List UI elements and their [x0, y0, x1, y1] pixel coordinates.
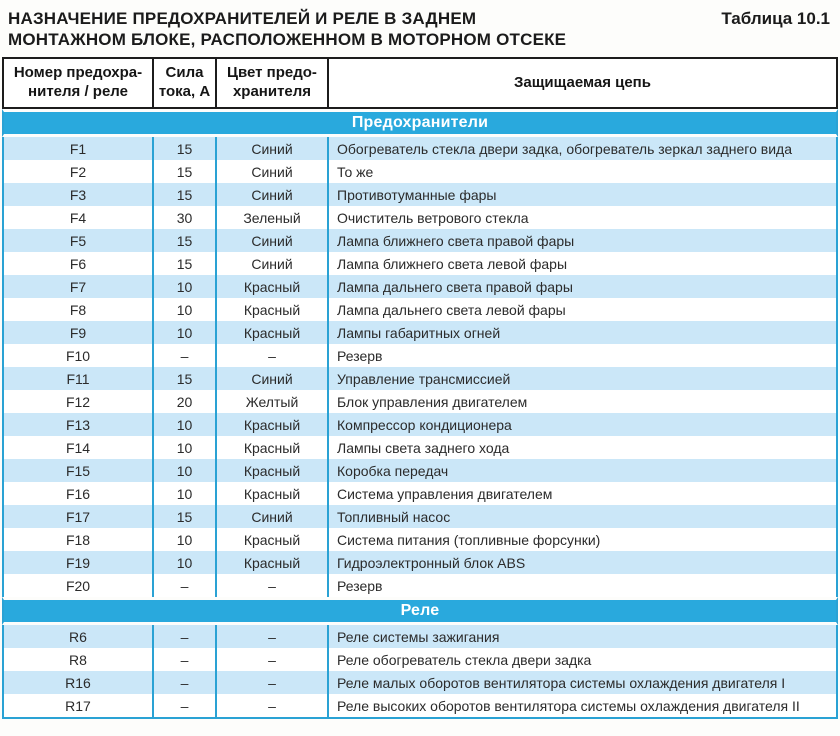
table-row [2, 625, 838, 648]
cell-amperage: 10 [152, 482, 215, 505]
cell-amperage: 10 [152, 551, 215, 574]
cell-fuse-number: F15 [2, 459, 152, 482]
cell-amperage: 15 [152, 137, 215, 160]
cell-amperage: – [152, 648, 215, 671]
column-header-fuse-number: Номер предохра- нителя / реле [2, 57, 152, 109]
cell-fuse-color: Красный [215, 275, 327, 298]
section-header-row [2, 597, 838, 625]
cell-fuse-color: Красный [215, 413, 327, 436]
table-row [2, 252, 838, 275]
cell-amperage: – [152, 671, 215, 694]
cell-fuse-color: – [215, 625, 327, 648]
cell-fuse-number: F18 [2, 528, 152, 551]
cell-fuse-number: F9 [2, 321, 152, 344]
cell-amperage: 30 [152, 206, 215, 229]
cell-amperage: – [152, 625, 215, 648]
cell-fuse-color: – [215, 574, 327, 597]
table-row [2, 671, 838, 694]
cell-amperage: 10 [152, 528, 215, 551]
cell-protected-circuit: Лампа ближнего света правой фары [327, 229, 838, 252]
cell-amperage: 15 [152, 160, 215, 183]
cell-protected-circuit: Гидроэлектронный блок ABS [327, 551, 838, 574]
cell-amperage: 15 [152, 505, 215, 528]
cell-fuse-color: Синий [215, 252, 327, 275]
cell-protected-circuit: Система питания (топливные форсунки) [327, 528, 838, 551]
cell-protected-circuit: Лампа дальнего света левой фары [327, 298, 838, 321]
cell-fuse-number: F16 [2, 482, 152, 505]
cell-protected-circuit: Блок управления двигателем [327, 390, 838, 413]
cell-amperage: – [152, 694, 215, 719]
cell-protected-circuit: Резерв [327, 574, 838, 597]
title-bar [8, 8, 830, 50]
column-header-amperage: Сила тока, А [152, 57, 215, 109]
table-row [2, 436, 838, 459]
cell-fuse-number: F3 [2, 183, 152, 206]
table-row [2, 528, 838, 551]
cell-fuse-number: F12 [2, 390, 152, 413]
cell-amperage: 15 [152, 252, 215, 275]
section-header: Предохранители [2, 109, 838, 137]
cell-protected-circuit: Компрессор кондиционера [327, 413, 838, 436]
cell-fuse-number: R8 [2, 648, 152, 671]
table-row [2, 275, 838, 298]
table-row [2, 298, 838, 321]
cell-fuse-number: F10 [2, 344, 152, 367]
cell-fuse-color: – [215, 344, 327, 367]
cell-fuse-number: R16 [2, 671, 152, 694]
cell-amperage: 10 [152, 436, 215, 459]
cell-fuse-number: R17 [2, 694, 152, 719]
cell-amperage: 10 [152, 321, 215, 344]
cell-fuse-number: F5 [2, 229, 152, 252]
cell-fuse-color: Синий [215, 229, 327, 252]
cell-fuse-color: Красный [215, 528, 327, 551]
table-row [2, 367, 838, 390]
cell-fuse-number: F2 [2, 160, 152, 183]
table-row [2, 694, 838, 719]
cell-fuse-color: Синий [215, 160, 327, 183]
table-row [2, 648, 838, 671]
page-title [8, 8, 566, 50]
cell-protected-circuit: Система управления двигателем [327, 482, 838, 505]
cell-protected-circuit: Лампа ближнего света левой фары [327, 252, 838, 275]
table-row [2, 505, 838, 528]
cell-fuse-color: Красный [215, 459, 327, 482]
table-row [2, 390, 838, 413]
cell-amperage: 15 [152, 367, 215, 390]
table-row [2, 229, 838, 252]
cell-protected-circuit: То же [327, 160, 838, 183]
cell-protected-circuit: Обогреватель стекла двери задка, обогреватель зеркал заднего вида [327, 137, 838, 160]
cell-protected-circuit: Топливный насос [327, 505, 838, 528]
cell-fuse-color: Красный [215, 436, 327, 459]
table-header [2, 57, 838, 109]
cell-amperage: 15 [152, 183, 215, 206]
cell-protected-circuit: Управление трансмиссией [327, 367, 838, 390]
cell-protected-circuit: Лампы габаритных огней [327, 321, 838, 344]
cell-fuse-color: – [215, 694, 327, 719]
cell-fuse-color: – [215, 671, 327, 694]
page-title-line1: НАЗНАЧЕНИЕ ПРЕДОХРАНИТЕЛЕЙ И РЕЛЕ В ЗАДНЕМ [8, 9, 477, 28]
table-row [2, 137, 838, 160]
cell-fuse-color: Синий [215, 505, 327, 528]
cell-protected-circuit: Противотуманные фары [327, 183, 838, 206]
cell-amperage: 15 [152, 229, 215, 252]
cell-protected-circuit: Резерв [327, 344, 838, 367]
cell-fuse-number: F6 [2, 252, 152, 275]
cell-amperage: 10 [152, 298, 215, 321]
cell-protected-circuit: Коробка передач [327, 459, 838, 482]
cell-fuse-number: F17 [2, 505, 152, 528]
cell-protected-circuit: Реле системы зажигания [327, 625, 838, 648]
section-header-row [2, 109, 838, 137]
cell-fuse-number: F20 [2, 574, 152, 597]
cell-fuse-number: F14 [2, 436, 152, 459]
cell-amperage: – [152, 344, 215, 367]
cell-fuse-number: F13 [2, 413, 152, 436]
page-title-line2: МОНТАЖНОМ БЛОКЕ, РАСПОЛОЖЕННОМ В МОТОРНОМ ОТСЕКЕ [8, 30, 567, 49]
cell-protected-circuit: Очиститель ветрового стекла [327, 206, 838, 229]
cell-fuse-color: – [215, 648, 327, 671]
table-row [2, 344, 838, 367]
cell-amperage: 20 [152, 390, 215, 413]
table-row [2, 183, 838, 206]
section-header: Реле [2, 597, 838, 625]
cell-amperage: 10 [152, 275, 215, 298]
cell-fuse-number: F8 [2, 298, 152, 321]
cell-fuse-color: Желтый [215, 390, 327, 413]
cell-fuse-color: Синий [215, 367, 327, 390]
table-row [2, 206, 838, 229]
table-row [2, 459, 838, 482]
cell-fuse-number: F7 [2, 275, 152, 298]
table-row [2, 321, 838, 344]
cell-fuse-color: Синий [215, 183, 327, 206]
table-row [2, 574, 838, 597]
cell-protected-circuit: Реле малых оборотов вентилятора системы охлаждения двигателя I [327, 671, 838, 694]
table-row [2, 160, 838, 183]
table-ref: Таблица 10.1 [721, 9, 830, 28]
cell-fuse-number: R6 [2, 625, 152, 648]
cell-fuse-color: Зеленый [215, 206, 327, 229]
cell-fuse-color: Синий [215, 137, 327, 160]
cell-protected-circuit: Лампа дальнего света правой фары [327, 275, 838, 298]
cell-fuse-number: F1 [2, 137, 152, 160]
cell-protected-circuit: Лампы света заднего хода [327, 436, 838, 459]
table-row [2, 482, 838, 505]
table-row [2, 551, 838, 574]
table-row [2, 413, 838, 436]
column-header-protected-circuit: Защищаемая цепь [327, 57, 838, 109]
cell-fuse-color: Красный [215, 321, 327, 344]
cell-protected-circuit: Реле обогреватель стекла двери задка [327, 648, 838, 671]
fuse-relay-table [2, 57, 838, 719]
cell-fuse-color: Красный [215, 482, 327, 505]
cell-amperage: – [152, 574, 215, 597]
cell-fuse-number: F4 [2, 206, 152, 229]
cell-amperage: 10 [152, 413, 215, 436]
cell-amperage: 10 [152, 459, 215, 482]
cell-fuse-color: Красный [215, 298, 327, 321]
column-header-fuse-color: Цвет предо- хранителя [215, 57, 327, 109]
cell-fuse-color: Красный [215, 551, 327, 574]
cell-protected-circuit: Реле высоких оборотов вентилятора системы охлаждения двигателя II [327, 694, 838, 719]
cell-fuse-number: F19 [2, 551, 152, 574]
cell-fuse-number: F11 [2, 367, 152, 390]
